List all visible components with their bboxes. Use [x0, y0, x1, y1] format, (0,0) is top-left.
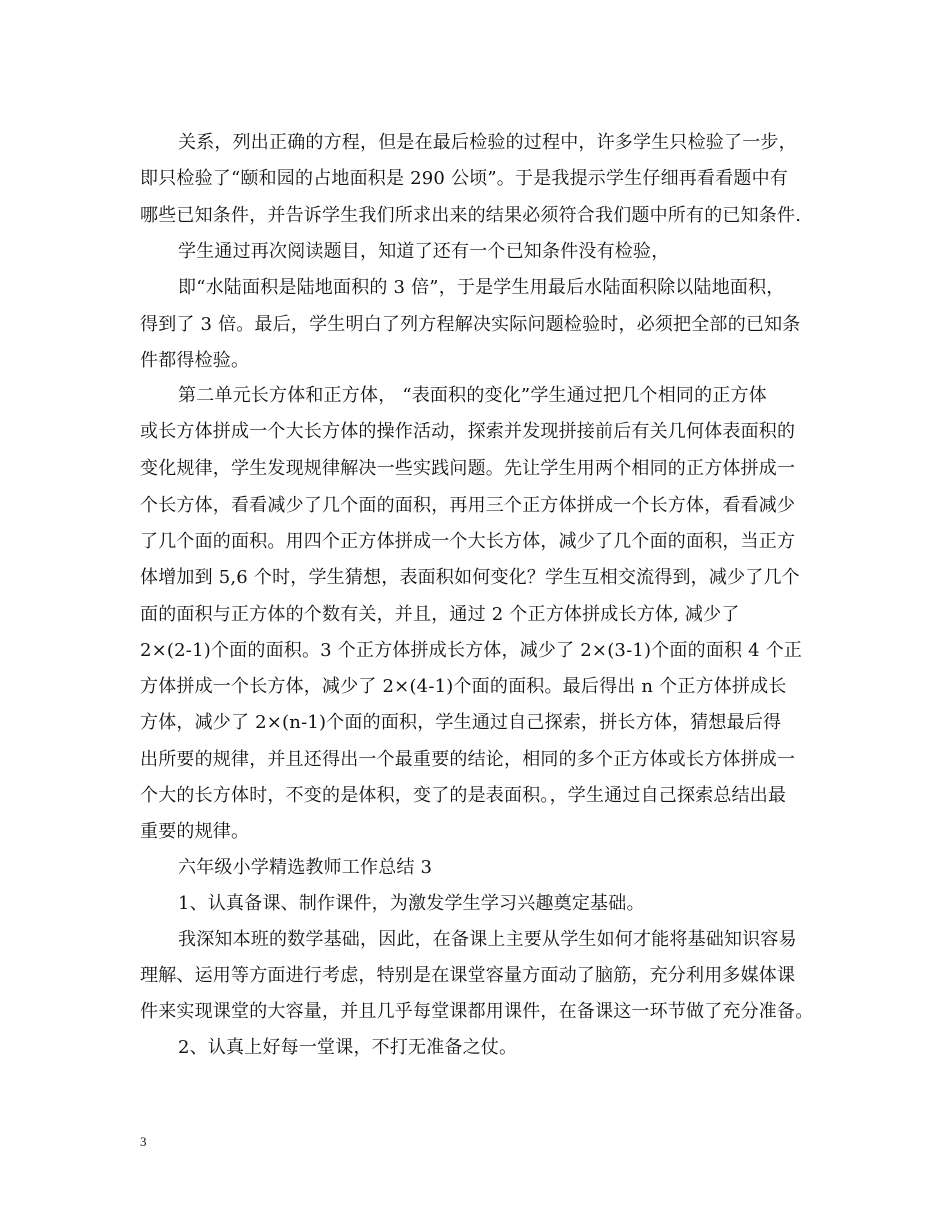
text-line: 2×(2-1)个面的面积。3 个正方体拼成长方体，减少了 2×(3-1)个面的面积 4 个正	[140, 640, 803, 661]
text-line: 得到了 3 倍。最后，学生明白了列方程解决实际问题检验时，必须把全部的已知条	[140, 314, 801, 335]
text-line: 件都得检验。	[140, 350, 250, 371]
text-line: 重要的规律。	[140, 821, 250, 842]
text-line: 学生通过再次阅读题目，知道了还有一个已知条件没有检验，	[178, 241, 670, 262]
page-number: 3	[140, 1134, 147, 1149]
text-line: 第二单元长方体和正方体， “表面积的变化”学生通过把几个相同的正方体	[178, 385, 767, 406]
text-line: 或长方体拼成一个大长方体的操作活动，探索并发现拼接前后有关几何体表面积的	[140, 421, 796, 442]
text-line: 出所要的规律，并且还得出一个最重要的结论，相同的多个正方体或长方体拼成一	[140, 749, 796, 770]
text-line: 理解、运用等方面进行考虑，特别是在课堂容量方面动了脑筋，充分利用多媒体课	[140, 965, 796, 986]
text-line: 体增加到 5,6 个时，学生猜想，表面积如何变化？学生互相交流得到，减少了几个	[140, 567, 800, 588]
text-line: 件来实现课堂的大容量，并且几乎每堂课都用课件，在备课这一环节做了充分准备。	[140, 1001, 814, 1022]
text-line: 我深知本班的数学基础，因此，在备课上主要从学生如何才能将基础知识容易	[178, 929, 797, 950]
text-line: 关系，列出正确的方程，但是在最后检验的过程中，许多学生只检验了一步，	[178, 132, 797, 153]
text-line: 即“水陆面积是陆地面积的 3 倍”，于是学生用最后水陆面积除以陆地面积，	[178, 277, 785, 298]
text-line: 了几个面的面积。用四个正方体拼成一个大长方体，减少了几个面的面积，当正方	[140, 531, 796, 552]
text-line: 个长方体，看看减少了几个面的面积，再用三个正方体拼成一个长方体，看看减少	[140, 495, 796, 516]
text-line: 哪些已知条件，并告诉学生我们所求出来的结果必须符合我们题中所有的已知条件.	[140, 205, 802, 226]
text-line: 变化规律，学生发现规律解决一些实践问题。先让学生用两个相同的正方体拼成一	[140, 458, 796, 479]
text-line: 即只检验了“颐和园的占地面积是 290 公顷”。于是我提示学生仔细再看看题中有	[140, 168, 789, 189]
section-heading: 六年级小学精选教师工作总结 3	[178, 857, 433, 878]
text-line: 方体拼成一个长方体，减少了 2×(4-1)个面的面积。最后得出 n 个正方体拼成长	[140, 676, 787, 697]
list-item: 2、认真上好每一堂课，不打无准备之仗。	[178, 1037, 518, 1058]
text-line: 个大的长方体时，不变的是体积，变了的是表面积。，学生通过自己探索总结出最	[140, 785, 787, 806]
text-line: 方体，减少了 2×(n-1)个面的面积，学生通过自己探索，拼长方体，猜想最后得	[140, 712, 782, 733]
list-item: 1、认真备课、制作课件，为激发学生学习兴趣奠定基础。	[178, 893, 645, 914]
text-line: 面的面积与正方体的个数有关，并且，通过 2 个正方体拼成长方体, 减少了	[140, 604, 740, 625]
